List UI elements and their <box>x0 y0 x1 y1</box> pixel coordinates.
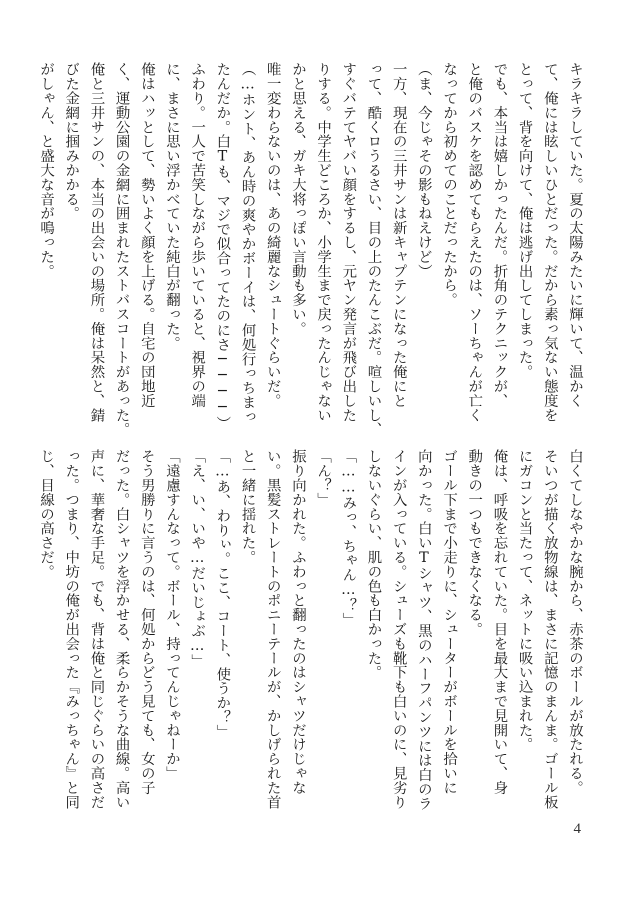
text-line: そう男勝りに言うのは、何処からどう見ても、女の子 <box>138 449 155 795</box>
text-line: なってから初めてのことだったから。 <box>441 62 458 307</box>
text-line: って、酷くロうるさい、目の上のたんこぶだ。喧しいし、 <box>365 62 382 437</box>
text-line: 「え、い、いや…だいじょぶ…」 <box>189 449 206 669</box>
text-line: 俺と三井サンの、本当の出会いの場所。俺は呆然と、錆 <box>88 62 105 422</box>
text-line: 俺はハッとして、勢いよく顔を上げる。自宅の団地近 <box>138 62 155 408</box>
text-line: 俺は、呼吸を忘れていた。目を最大まで見開いて、身 <box>491 449 508 795</box>
text-line: にガコンと当たって、ネットに吸い込まれた。 <box>516 449 533 752</box>
text-line: と俺のバスケを認めてもらえたのは、ソーちゃんが亡く <box>466 62 483 422</box>
text-line: でも、本当は嬉しかったんだ。折角のテクニックが、 <box>491 62 508 408</box>
text-line: インが入っている。シューズも靴下も白いのに、見劣り <box>390 449 407 809</box>
text-line: 「遠慮すんなって。ボール、持ってんじゃねーか」 <box>164 449 180 781</box>
text-line: （ま、今じゃその影もねえけど） <box>415 62 432 278</box>
text-line: て、俺には眩しいひとだった。だから素っ気ない態度を <box>541 62 558 422</box>
text-line: かと思える、ガキ大将っぽい言動も多い。 <box>289 62 306 336</box>
text-line: しないぐらい、肌の色も白かった。 <box>365 449 382 680</box>
lower-text-block <box>38 449 584 811</box>
text-line: （…ホント、あん時の爽やかボーイは、何処行っちまっ <box>239 62 256 424</box>
text-line: に、まさに思い浮かべていた純白が翻った。 <box>164 62 180 350</box>
text-line: 唯一変わらないのは、あの綺麗なシュートぐらいだ。 <box>264 62 281 408</box>
text-line: 振り向かれた。ふわっと翻ったのはシャツだけじゃな <box>289 449 306 795</box>
text-line: ゴール下まで小走りに、シューターがボールを拾いに <box>441 449 458 795</box>
upper-text-block <box>38 62 584 437</box>
text-line: とって、背を向けて、俺は逃げ出してしまった。 <box>516 62 533 379</box>
text-line: じ、目線の高さだ。 <box>38 449 55 579</box>
page-number: 4 <box>573 821 581 837</box>
text-line: だった。白シャツを浮かせる、柔らかそうな曲線。高い <box>113 449 130 809</box>
text-line: 「ん？」 <box>315 449 332 507</box>
text-line: りする。中学生どころか、小学生まで戻ったんじゃない <box>315 62 332 422</box>
text-line: 一方、現在の三井サンは新キャプテンになった俺にと <box>390 62 407 408</box>
text-line: 「…あ、わりぃ。ここ、コート、使うか？」 <box>214 449 231 739</box>
text-line: そいつが描く放物線は、まさに記憶のまんま。ゴール板 <box>541 449 558 809</box>
text-line: たんだか。白Tも、マジで似合ってたのにさ────） <box>214 62 231 430</box>
text-line: 動きの一つもできなくなる。 <box>466 449 483 637</box>
text-line: びた金網に掴みかかる。 <box>63 62 80 221</box>
text-line: い。黒髪ストレートのポニーテールが、かしげられた首 <box>264 449 281 809</box>
text-line: った。つまり、中坊の俺が出会った『みっちゃん』と同 <box>63 449 80 809</box>
text-line: ふわり。一人で苦笑しながら歩いていると、視界の端 <box>189 62 206 408</box>
text-line: と一緒に揺れた。 <box>239 449 256 565</box>
text-line: キラキラしていた。夏の太陽みたいに輝いて、温かく <box>567 62 583 408</box>
text-line: すぐバテてヤバい顔をするし、元ヤン発言が飛び出した <box>340 62 357 422</box>
text-line: 白くてしなやかな腕から、赤茶のボールが放たれる。 <box>567 449 583 795</box>
text-line: がしゃん、と盛大な音が鳴った。 <box>38 62 55 278</box>
text-line: く、運動公園の金網に囲まれたストバスコートがあった。 <box>113 62 130 437</box>
text-line: 「……みっ、ちゃん…？」 <box>340 449 357 627</box>
text-line: 向かった。白いTシャツ、黒のハーフパンツには白のラ <box>415 449 432 811</box>
text-line: 声に、華奢な手足。でも、背は俺と同じぐらいの高さだ <box>88 449 105 809</box>
